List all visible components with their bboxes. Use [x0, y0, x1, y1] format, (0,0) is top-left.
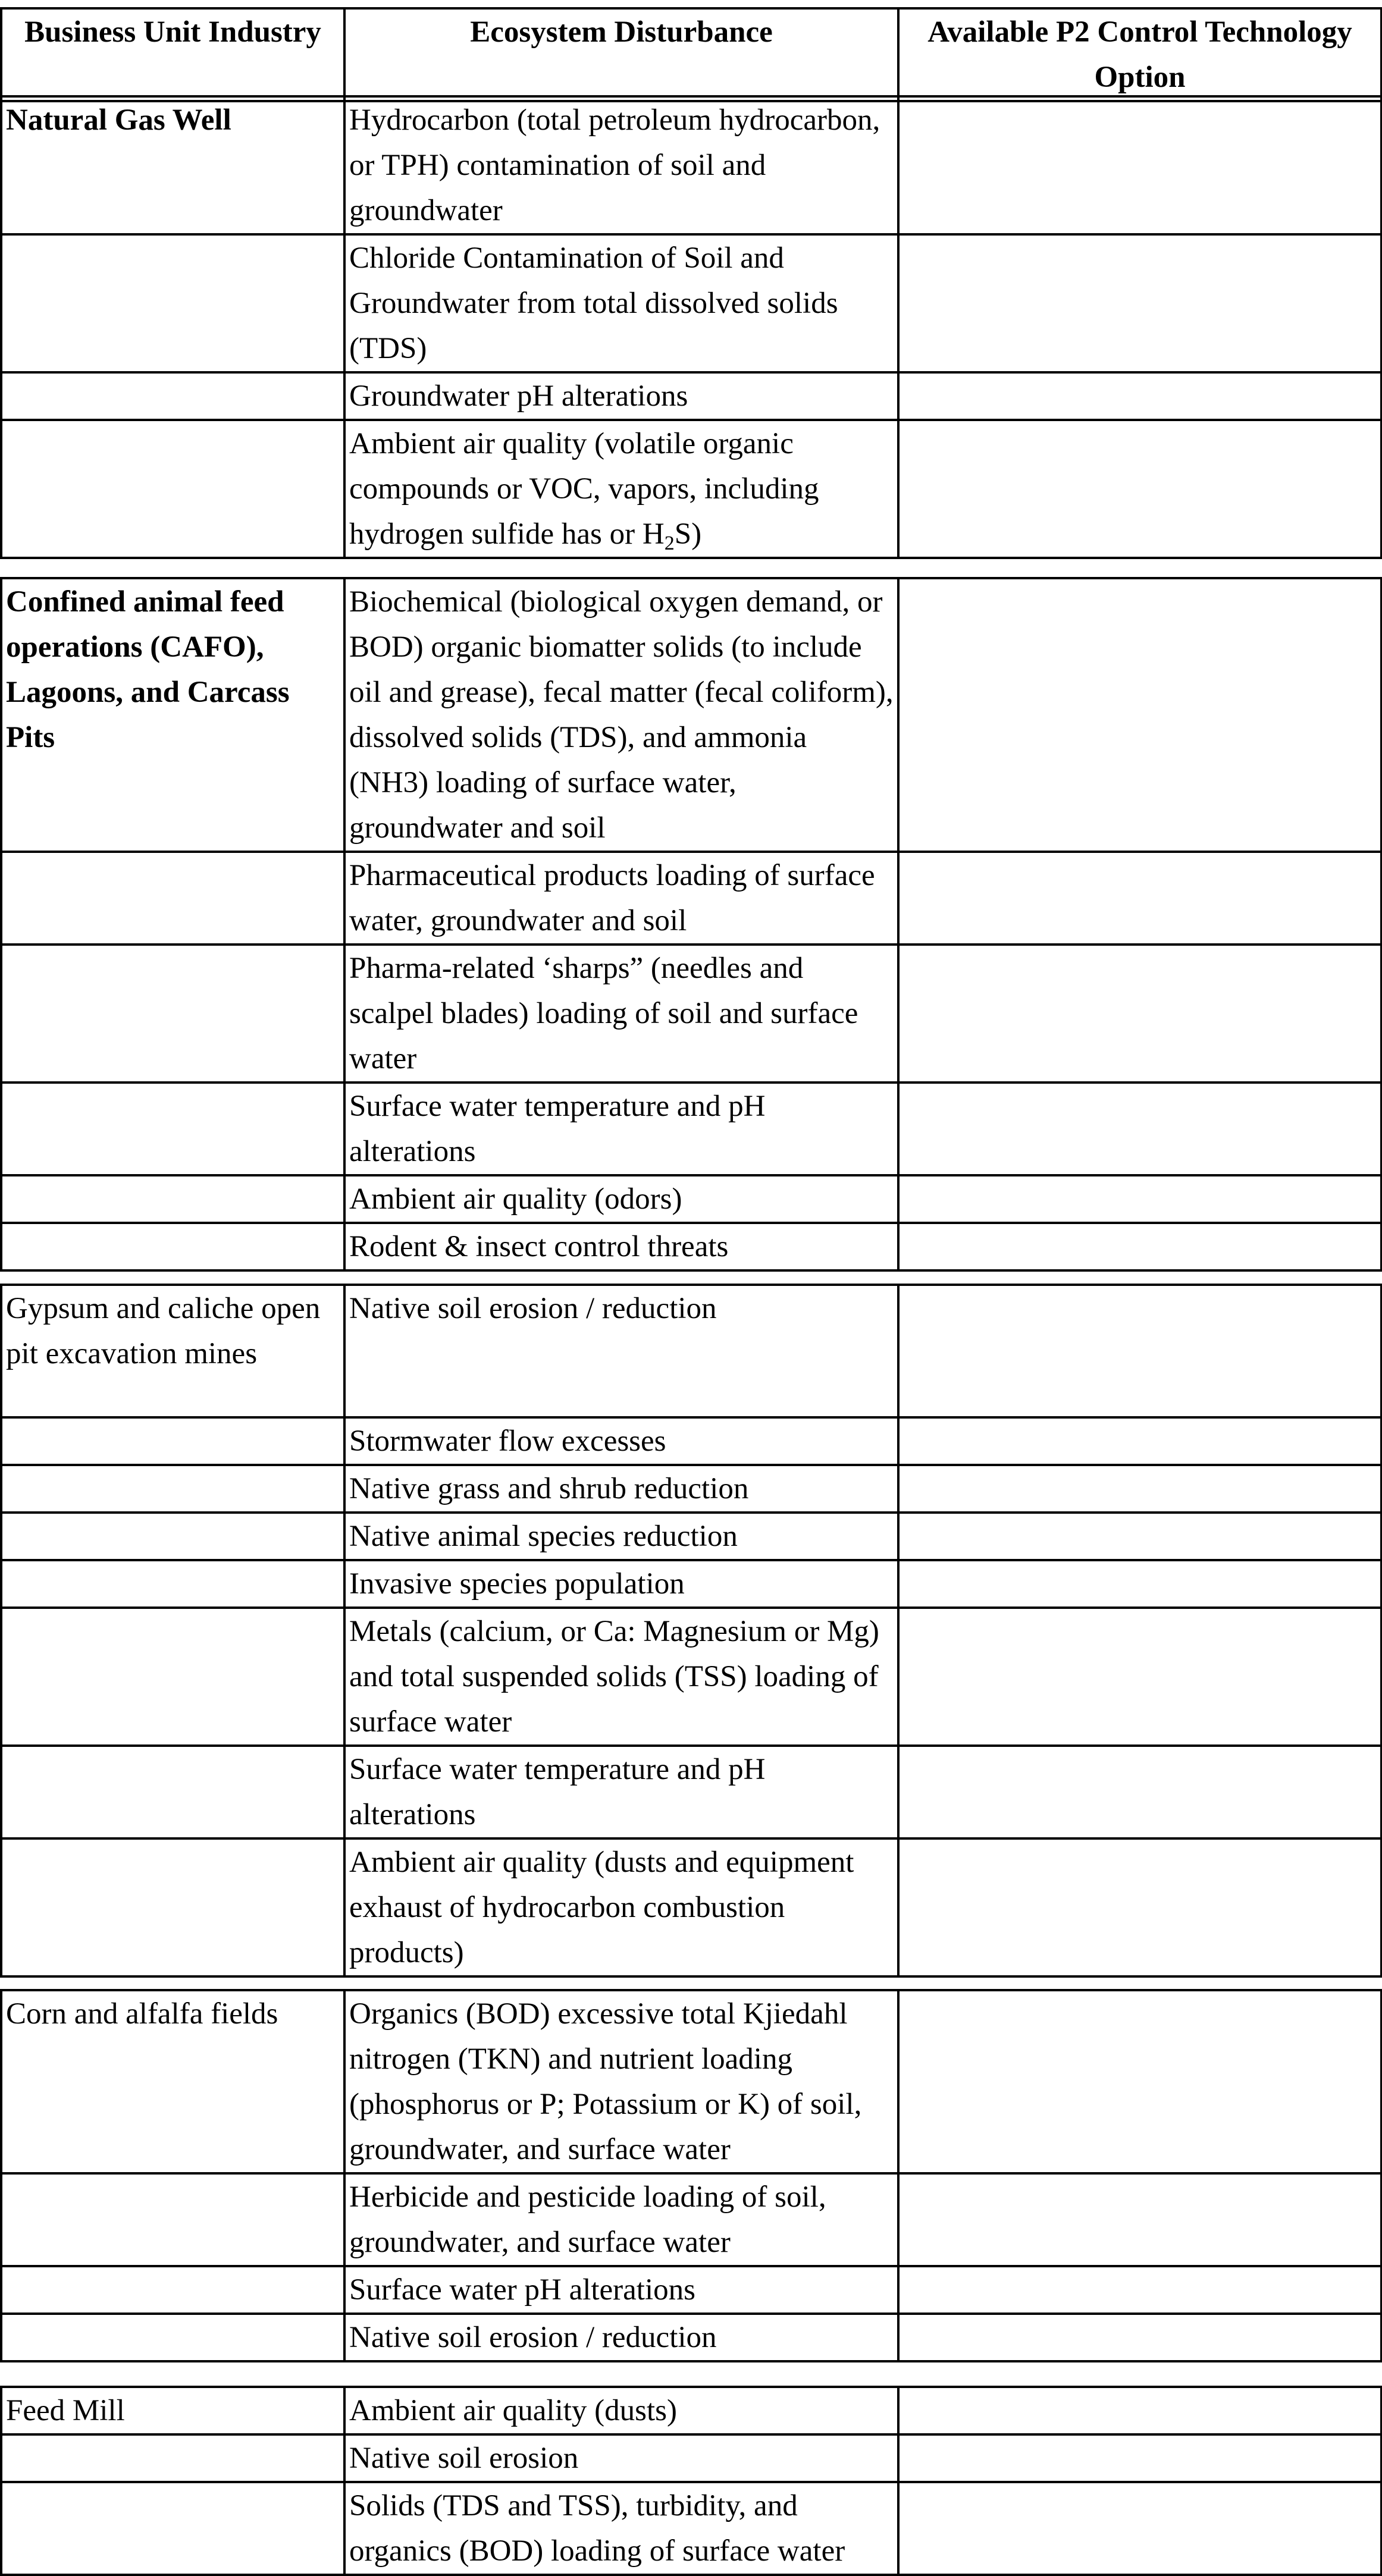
p2-option-cell — [898, 578, 1381, 852]
table-row — [1, 1285, 1381, 1417]
table-row — [1, 1746, 1381, 1838]
p2-option-cell — [898, 1223, 1381, 1270]
industry-cell — [1, 1746, 344, 1838]
p2-option-cell — [898, 1083, 1381, 1175]
p2-option-cell — [898, 1513, 1381, 1560]
disturbance-cell: Ambient air quality (dusts and equipment exhaust of hydrocarbon combustion products) — [344, 1838, 898, 1976]
disturbance-cell: Surface water temperature and pH alterations — [344, 1746, 898, 1838]
p2-option-cell — [898, 1838, 1381, 1976]
table-row — [1, 2434, 1381, 2482]
group-table-gypsum-mines — [0, 1284, 1382, 1978]
p2-option-cell — [898, 852, 1381, 945]
p2-option-cell — [898, 1285, 1381, 1417]
disturbance-cell: Ambient air quality (odors) — [344, 1175, 898, 1223]
industry-cell: Confined animal feed operations (CAFO), Lagoons, and Carcass Pits — [1, 578, 344, 852]
p2-option-cell — [898, 2482, 1381, 2575]
table-row — [1, 2387, 1381, 2434]
table-row — [1, 1838, 1381, 1976]
industry-cell — [1, 1465, 344, 1513]
p2-option-cell — [898, 420, 1381, 558]
table-row — [1, 1223, 1381, 1270]
industry-cell: Feed Mill — [1, 2387, 344, 2434]
industry-cell: Corn and alfalfa fields — [1, 1990, 344, 2173]
disturbance-cell: Organics (BOD) excessive total Kjiedahl nitrogen (TKN) and nutrient loading (phosphorus or P; Potassium or K) of soil, groundwater, and surface water — [344, 1990, 898, 2173]
table-row — [1, 96, 1381, 234]
p2-option-cell — [898, 1417, 1381, 1465]
table-row — [1, 2314, 1381, 2361]
p2-option-cell — [898, 2173, 1381, 2266]
header-business-unit-industry: Business Unit Industry — [1, 8, 344, 101]
table-row — [1, 234, 1381, 372]
industry-cell — [1, 1083, 344, 1175]
industry-cell — [1, 2173, 344, 2266]
disturbance-cell: Surface water pH alterations — [344, 2266, 898, 2314]
p2-option-cell — [898, 2387, 1381, 2434]
disturbance-cell: Rodent & insect control threats — [344, 1223, 898, 1270]
table-row — [1, 1560, 1381, 1608]
p2-option-cell — [898, 372, 1381, 420]
disturbance-cell: Native soil erosion / reduction — [344, 2314, 898, 2361]
industry-cell — [1, 1513, 344, 1560]
header-ecosystem-disturbance: Ecosystem Disturbance — [344, 8, 898, 101]
industry-cell — [1, 2434, 344, 2482]
disturbance-cell: Native soil erosion — [344, 2434, 898, 2482]
header-table — [0, 7, 1382, 102]
disturbance-text: Ambient air quality (volatile organic compounds or VOC, vapors, including hydrogen sulfide has or H — [349, 427, 819, 551]
table-row — [1, 420, 1381, 558]
group-table-corn-alfalfa — [0, 1989, 1382, 2362]
disturbance-cell: Metals (calcium, or Ca: Magnesium or Mg) and total suspended solids (TSS) loading of surface water — [344, 1608, 898, 1746]
industry-cell — [1, 1838, 344, 1976]
disturbance-cell: Chloride Contamination of Soil and Groundwater from total dissolved solids (TDS) — [344, 234, 898, 372]
industry-cell: Natural Gas Well — [1, 96, 344, 234]
table-row — [1, 1465, 1381, 1513]
table-row — [1, 2482, 1381, 2575]
group-table-cafo — [0, 577, 1382, 1272]
disturbance-cell — [344, 420, 898, 558]
table-row — [1, 2173, 1381, 2266]
p2-option-cell — [898, 234, 1381, 372]
disturbance-text-tail: S) — [674, 517, 702, 551]
table-row — [1, 1513, 1381, 1560]
p2-option-cell — [898, 96, 1381, 234]
table-row — [1, 578, 1381, 852]
industry-cell — [1, 1175, 344, 1223]
p2-option-cell — [898, 2434, 1381, 2482]
industry-cell: Gypsum and caliche open pit excavation mines — [1, 1285, 344, 1417]
p2-option-cell — [898, 1175, 1381, 1223]
industry-cell — [1, 1608, 344, 1746]
table-row — [1, 1608, 1381, 1746]
table-row — [1, 1417, 1381, 1465]
p2-option-cell — [898, 945, 1381, 1083]
disturbance-cell: Native grass and shrub reduction — [344, 1465, 898, 1513]
industry-cell — [1, 234, 344, 372]
disturbance-cell: Biochemical (biological oxygen demand, or BOD) organic biomatter solids (to include oil and grease), fecal matter (fecal coliform), dissolved solids (TDS), and ammonia (NH3) loading of surface water, groundwater and soil — [344, 578, 898, 852]
p2-option-cell — [898, 1465, 1381, 1513]
p2-option-cell — [898, 2314, 1381, 2361]
disturbance-cell: Pharma-related ‘sharps” (needles and scalpel blades) loading of soil and surface water — [344, 945, 898, 1083]
disturbance-cell: Ambient air quality (dusts) — [344, 2387, 898, 2434]
industry-cell — [1, 2314, 344, 2361]
industry-cell — [1, 2266, 344, 2314]
group-table-natural-gas-well — [0, 95, 1382, 559]
table-row — [1, 945, 1381, 1083]
industry-cell — [1, 945, 344, 1083]
industry-cell — [1, 1560, 344, 1608]
industry-cell — [1, 852, 344, 945]
disturbance-cell: Native animal species reduction — [344, 1513, 898, 1560]
disturbance-cell: Stormwater flow excesses — [344, 1417, 898, 1465]
table-row — [1, 1990, 1381, 2173]
subscript-text: 2 — [664, 532, 675, 554]
header-p2-control-technology: Available P2 Control Technology Option — [898, 8, 1381, 101]
disturbance-cell: Invasive species population — [344, 1560, 898, 1608]
p2-option-cell — [898, 2266, 1381, 2314]
disturbance-cell: Surface water temperature and pH alterations — [344, 1083, 898, 1175]
disturbance-cell: Pharmaceutical products loading of surface water, groundwater and soil — [344, 852, 898, 945]
table-row — [1, 1175, 1381, 1223]
p2-option-cell — [898, 1990, 1381, 2173]
p2-option-cell — [898, 1560, 1381, 1608]
p2-option-cell — [898, 1608, 1381, 1746]
industry-cell — [1, 2482, 344, 2575]
disturbance-cell: Solids (TDS and TSS), turbidity, and organics (BOD) loading of surface water — [344, 2482, 898, 2575]
disturbance-cell: Hydrocarbon (total petroleum hydrocarbon, or TPH) contamination of soil and groundwater — [344, 96, 898, 234]
table-row — [1, 372, 1381, 420]
industry-cell — [1, 420, 344, 558]
disturbance-cell: Herbicide and pesticide loading of soil, groundwater, and surface water — [344, 2173, 898, 2266]
header-row — [1, 8, 1381, 101]
p2-option-cell — [898, 1746, 1381, 1838]
table-row — [1, 2266, 1381, 2314]
table-row — [1, 1083, 1381, 1175]
disturbance-cell: Groundwater pH alterations — [344, 372, 898, 420]
group-table-feed-mill — [0, 2386, 1382, 2576]
industry-cell — [1, 1223, 344, 1270]
industry-cell — [1, 372, 344, 420]
table-row — [1, 852, 1381, 945]
disturbance-cell: Native soil erosion / reduction — [344, 1285, 898, 1417]
industry-cell — [1, 1417, 344, 1465]
